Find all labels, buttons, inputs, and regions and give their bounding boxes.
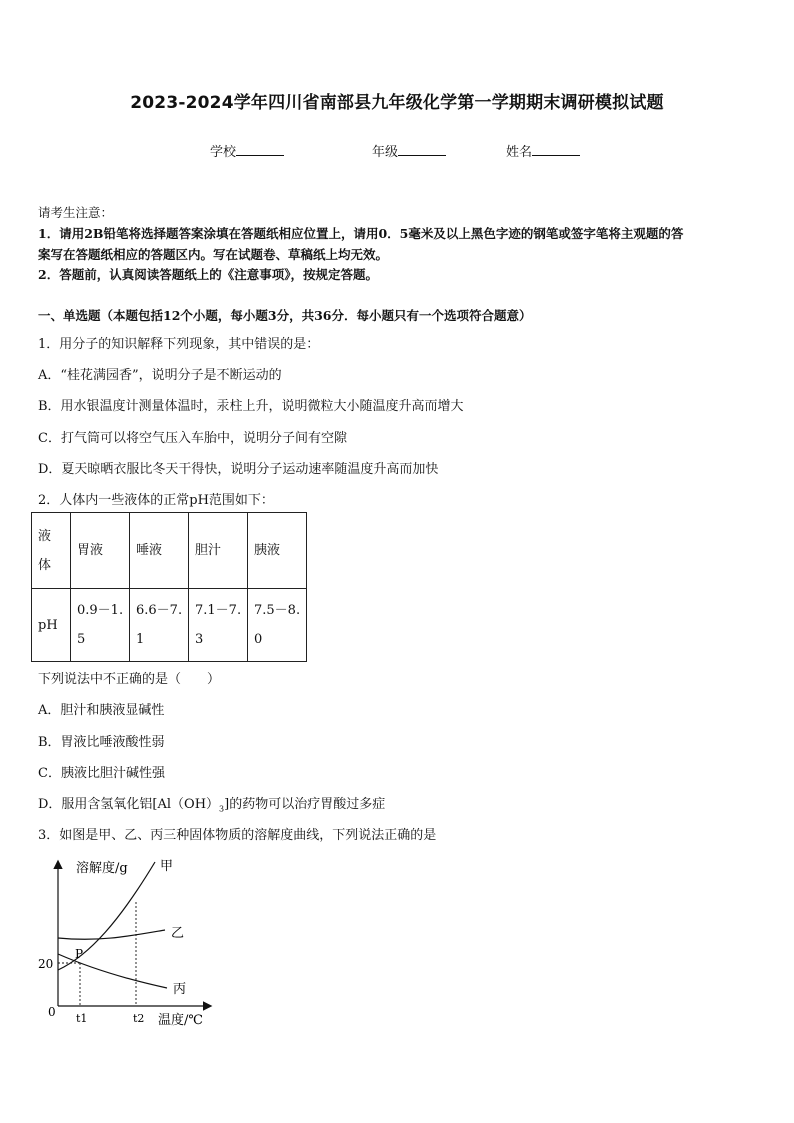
name-field — [506, 141, 580, 160]
q1-option-b: B．用水银温度计测量体温时，汞柱上升，说明微粒大小随温度升高而增大 — [38, 399, 464, 414]
header-gastric: 胃液 — [71, 513, 130, 589]
school-blank — [236, 143, 284, 156]
series-label-bing: 丙 — [173, 982, 187, 997]
notice-item-1a: 1．请用2B铅笔将选择题答案涂填在答题纸相应位置上，请用0．5毫米及以上黑色字迹的钢笔或签字笔将主观题的答 — [38, 226, 684, 241]
solubility-chart — [30, 850, 230, 1035]
section-heading: 一、单选题（本题包括12个小题，每小题3分，共36分．每小题只有一个选项符合题意） — [38, 308, 532, 323]
q2-option-d — [38, 793, 385, 814]
ph-table-corner — [32, 513, 71, 589]
q1-stem: 1．用分子的知识解释下列现象，其中错误的是： — [38, 337, 320, 352]
origin-label: 0 — [48, 1005, 56, 1019]
series-label-yi: 乙 — [171, 926, 185, 941]
header-saliva: 唾液 — [130, 513, 189, 589]
q2-stem: 2．人体内一些液体的正常pH范围如下： — [38, 493, 274, 508]
q1-option-c: C．打气筒可以将空气压入车胎中，说明分子间有空隙 — [38, 431, 347, 446]
header-liquid-1: 液 — [38, 528, 52, 544]
school-field — [210, 141, 284, 160]
cell-pancreatic-a: 7.5－8. — [254, 603, 301, 618]
header-liquid-2: 体 — [38, 557, 52, 573]
grade-field — [372, 141, 446, 160]
notice-heading: 请考生注意： — [38, 205, 114, 220]
q1-option-d: D．夏天晾晒衣服比冬天干得快，说明分子运动速率随温度升高而加快 — [38, 462, 439, 477]
cell-gastric-a: 0.9－1. — [77, 603, 124, 618]
q2-option-d-post: ]的药物可以治疗胃酸过多症 — [224, 797, 386, 812]
row-label-ph: pH — [32, 589, 71, 662]
q2-follow: 下列说法中不正确的是（ ） — [38, 672, 221, 687]
q2-option-c: C．胰液比胆汁碱性强 — [38, 766, 165, 781]
x-axis-label: 温度/℃ — [158, 1013, 203, 1028]
cell-bile-a: 7.1－7. — [195, 603, 242, 618]
q2-option-b: B．胃液比唾液酸性弱 — [38, 735, 165, 750]
school-label: 学校 — [210, 145, 237, 160]
cell-saliva-b: 1 — [136, 632, 145, 647]
cell-saliva-a: 6.6－7. — [136, 603, 183, 618]
page-title: 2023-2024学年四川省南部县九年级化学第一学期期末调研模拟试题 — [130, 93, 664, 113]
q1-option-a: A．“桂花满园香”，说明分子是不断运动的 — [38, 368, 282, 383]
cell-bile — [189, 589, 248, 662]
notice-item-1b: 案写在答题纸相应的答题区内。写在试题卷、草稿纸上均无效。 — [38, 247, 389, 262]
cell-saliva — [130, 589, 189, 662]
y-tick-20: 20 — [38, 957, 54, 971]
y-axis-label: 溶解度/g — [76, 861, 128, 876]
q3-stem: 3．如图是甲、乙、丙三种固体物质的溶解度曲线，下列说法正确的是 — [38, 828, 437, 843]
name-label: 姓名 — [506, 145, 533, 160]
cell-gastric-b: 5 — [77, 632, 86, 647]
header-pancreatic: 胰液 — [248, 513, 307, 589]
cell-pancreatic-b: 0 — [254, 632, 263, 647]
curve-yi — [58, 930, 165, 939]
cell-pancreatic — [248, 589, 307, 662]
cell-bile-b: 3 — [195, 632, 204, 647]
x-tick-t1: t1 — [76, 1012, 88, 1025]
q2-option-d-sub: 3 — [219, 804, 225, 814]
curve-jia — [58, 862, 155, 970]
point-p-label: P — [75, 947, 84, 961]
ph-table-value-row — [32, 589, 307, 662]
q2-option-a: A．胆汁和胰液显碱性 — [38, 703, 165, 718]
ph-table — [31, 512, 307, 662]
header-bile: 胆汁 — [189, 513, 248, 589]
ph-table-header-row — [32, 513, 307, 589]
grade-label: 年级 — [372, 145, 399, 160]
series-label-jia: 甲 — [160, 859, 174, 874]
q2-option-d-pre: D．服用含氢氧化铝[Al（OH） — [38, 797, 220, 812]
name-blank — [532, 143, 580, 156]
grade-blank — [398, 143, 446, 156]
notice-item-2: 2．答题前，认真阅读答题纸上的《注意事项》，按规定答题。 — [38, 267, 378, 282]
cell-gastric — [71, 589, 130, 662]
x-tick-t2: t2 — [133, 1012, 145, 1025]
